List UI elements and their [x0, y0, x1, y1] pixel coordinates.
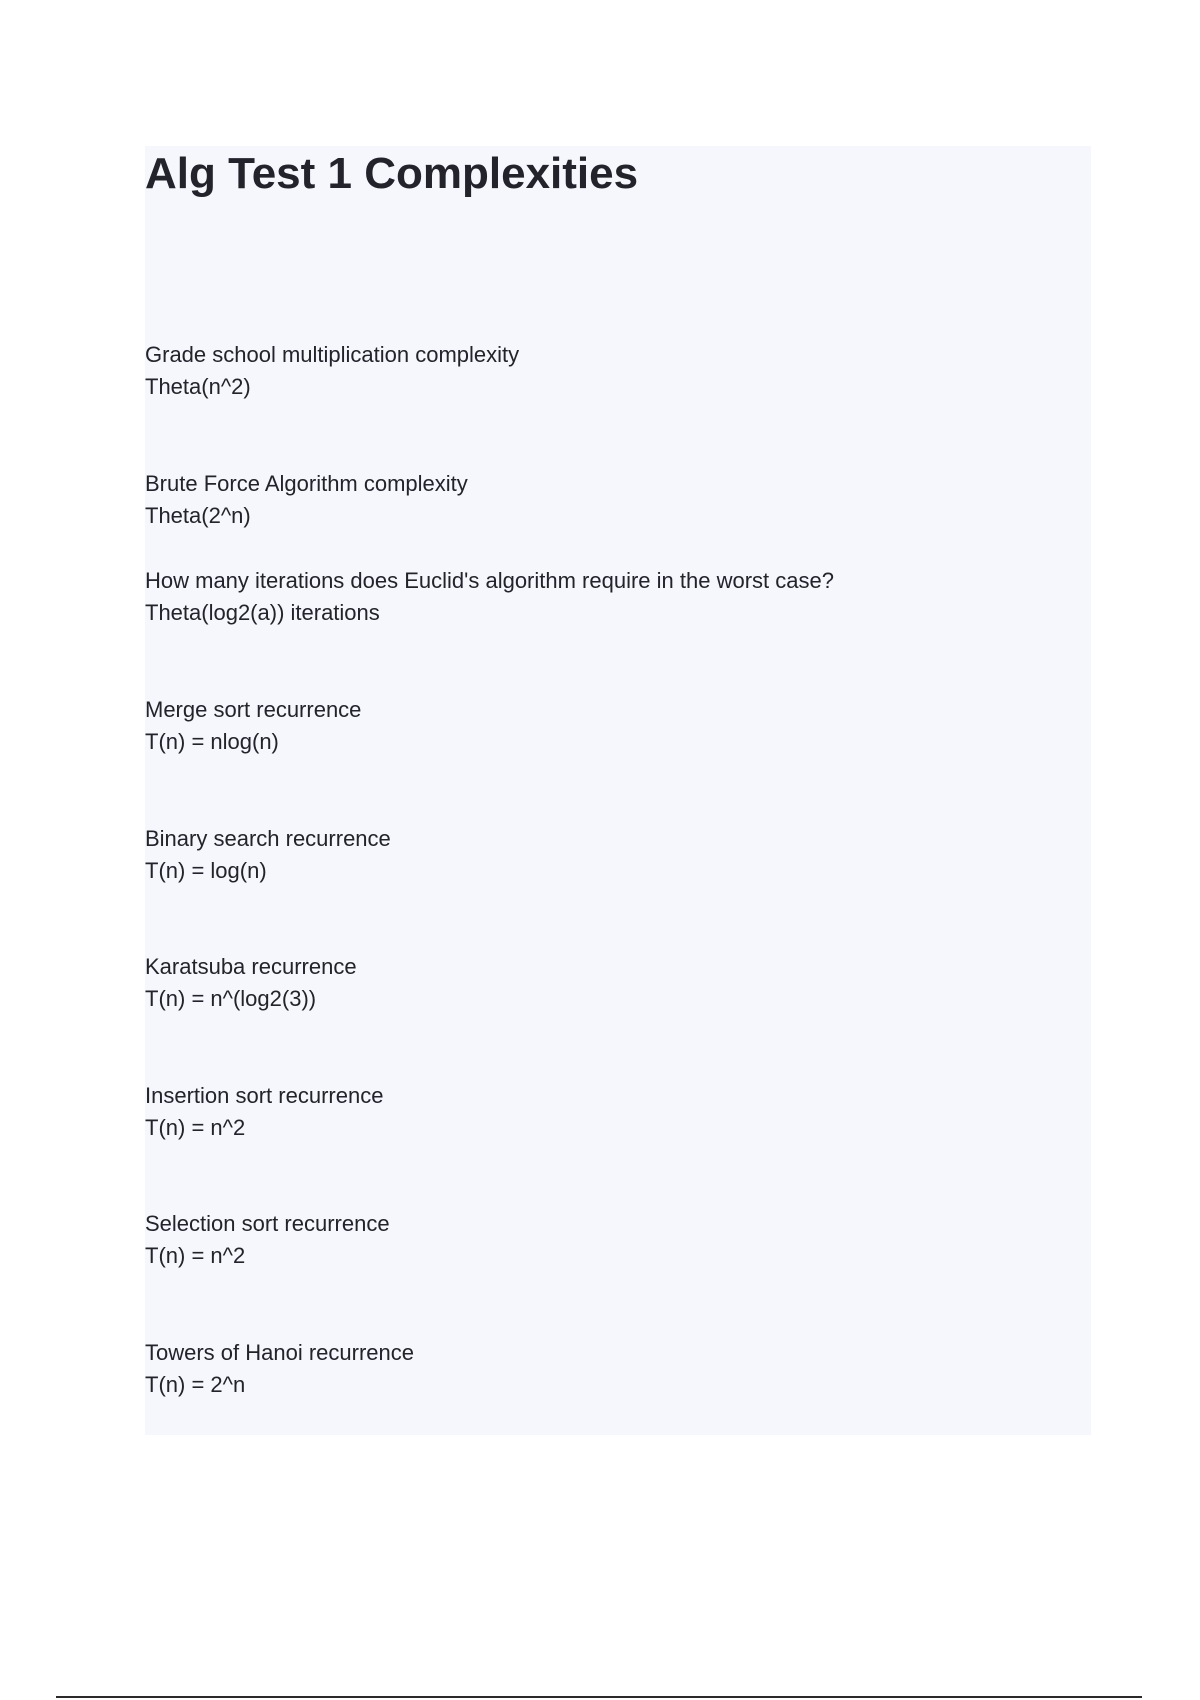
question-text: Towers of Hanoi recurrence	[145, 1340, 415, 1365]
qa-item-karatsuba	[145, 951, 357, 1015]
question-text: Selection sort recurrence	[145, 1211, 390, 1236]
question-text: Karatsuba recurrence	[145, 954, 357, 979]
question-text: How many iterations does Euclid's algorithm require in the worst case?	[145, 568, 834, 593]
qa-item-euclid	[145, 565, 834, 629]
answer-text: Theta(n^2)	[145, 374, 251, 399]
question-text: Brute Force Algorithm complexity	[145, 471, 468, 496]
answer-text: T(n) = n^2	[145, 1243, 246, 1268]
question-text: Merge sort recurrence	[145, 697, 362, 722]
answer-text: Theta(log2(a)) iterations	[145, 600, 380, 625]
qa-item-insertion-sort	[145, 1080, 383, 1144]
qa-item-selection-sort	[145, 1208, 390, 1272]
answer-text: T(n) = n^(log2(3))	[145, 986, 317, 1011]
qa-item-merge-sort	[145, 694, 361, 758]
footer-divider	[56, 1696, 1142, 1698]
qa-item-binary-search	[145, 823, 391, 887]
qa-item-grade-school-multiplication	[145, 339, 519, 403]
document-title: Alg Test 1 Complexities	[145, 149, 639, 198]
qa-item-towers-of-hanoi	[145, 1337, 414, 1401]
question-text: Insertion sort recurrence	[145, 1083, 384, 1108]
answer-text: T(n) = log(n)	[145, 858, 267, 883]
answer-text: T(n) = 2^n	[145, 1372, 246, 1397]
question-text: Grade school multiplication complexity	[145, 342, 520, 367]
answer-text: T(n) = n^2	[145, 1115, 246, 1140]
qa-item-brute-force	[145, 468, 468, 532]
answer-text: T(n) = nlog(n)	[145, 729, 279, 754]
answer-text: Theta(2^n)	[145, 503, 251, 528]
question-text: Binary search recurrence	[145, 826, 391, 851]
